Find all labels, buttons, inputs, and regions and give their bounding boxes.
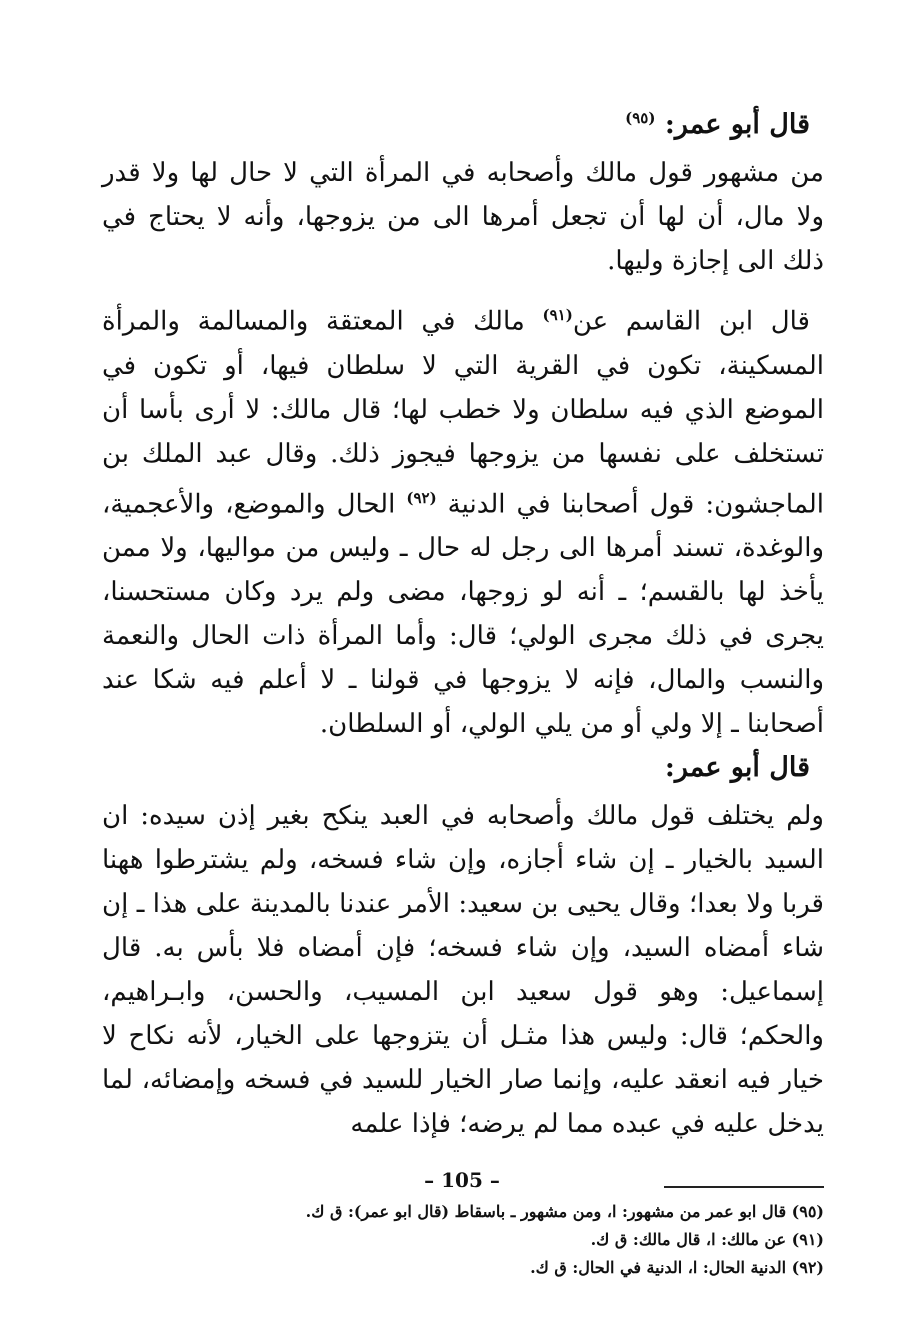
heading-1-text: قال أبو عمر: xyxy=(664,109,810,140)
paragraph-2-part-2: مالك في المعتقة والمسالمة والمرأة المسكينة، تكون في القرية التي لا سلطان فيها، أو تكون في الموضع الذي فيه سلطان ولا خطب لها؛ قال مالك: لا أرى بأسا أن تستخلف على نفسها من يزوجها فيجوز ذلك. وقال عبد الملك بن الماجشون: قول أصحابنا في الدنية xyxy=(102,306,824,520)
heading-abu-umar-2: قال أبو عمر: xyxy=(664,752,810,784)
note-ref-91: (٩١) xyxy=(542,306,573,324)
footnotes xyxy=(102,1198,824,1282)
footnote-95: (٩٥) قال ابو عمر من مشهور: ا، ومن مشهور ـ باسقاط (قال ابو عمر): ق ك. xyxy=(305,1202,824,1222)
paragraph-1: من مشهور قول مالك وأصحابه في المرأة التي لا حال لها ولا قدر ولا مال، أن لها أن تجعل أمرها الى من يزوجها، وأنه لا يحتاج في ذلك الى إجازة وليها. xyxy=(102,158,824,276)
note-ref-92: (٩٢) xyxy=(406,488,437,507)
page-number: – 105 – xyxy=(424,1168,500,1192)
note-ref-95: (٩٥) xyxy=(625,109,656,127)
footnote-92: (٩٢) الدنية الحال: ا، الدنية في الحال: ق ك. xyxy=(530,1258,824,1278)
paragraph-2 xyxy=(102,293,824,746)
heading-abu-umar-1 xyxy=(102,96,824,147)
footnote-91: (٩١) عن مالك: ا، قال مالك: ق ك. xyxy=(590,1230,824,1250)
paragraph-2-part-1: قال ابن القاسم عن xyxy=(572,306,810,337)
paragraph-3: ولم يختلف قول مالك وأصحابه في العبد ينكح بغير إذن سيده: ان السيد بالخيار ـ إن شاء أجازه، وإن شاء فسخه، ولم يشترطوا ههنا قربا ولا بعدا؛ وقال يحيى بن سعيد: الأمر عندنا بالمدينة على هذا ـ إن شاء أمضاه السيد، وإن شاء فسخه؛ فإن أمضاه فلا بأس به. قال إسماعيل: وهو قول سعيد ابن المسيب، والحسن، وابـراهيم، والحكم؛ قال: وليس هذا مثـل أن يتزوجها على الخيار، لأنه نكاح لا خيار فيه انعقد عليه، وإنما صار الخيار للسيد في فسخه وإمضائه، لما يدخل عليه في عبده مما لم يرضه؛ فإذا علمه xyxy=(102,801,824,1140)
paragraph-2-part-3: الحال والموضع، والأعجمية، والوغدة، تسند أمرها الى رجل له حال ـ وليس من مواليها، ولا ممن يأخذ لها بالقسم؛ ـ أنه لو زوجها، مضى ولم يرد وكان مستحسنا، يجرى في ذلك مجرى الولي؛ قال: وأما المرأة ذات الحال والنعمة والنسب والمال، فإنه لا يزوجها في قولنا ـ لا أعلم فيه شكا عند أصحابنا ـ إلا ولي أو من يلي الولي، أو السلطان. xyxy=(102,489,824,740)
